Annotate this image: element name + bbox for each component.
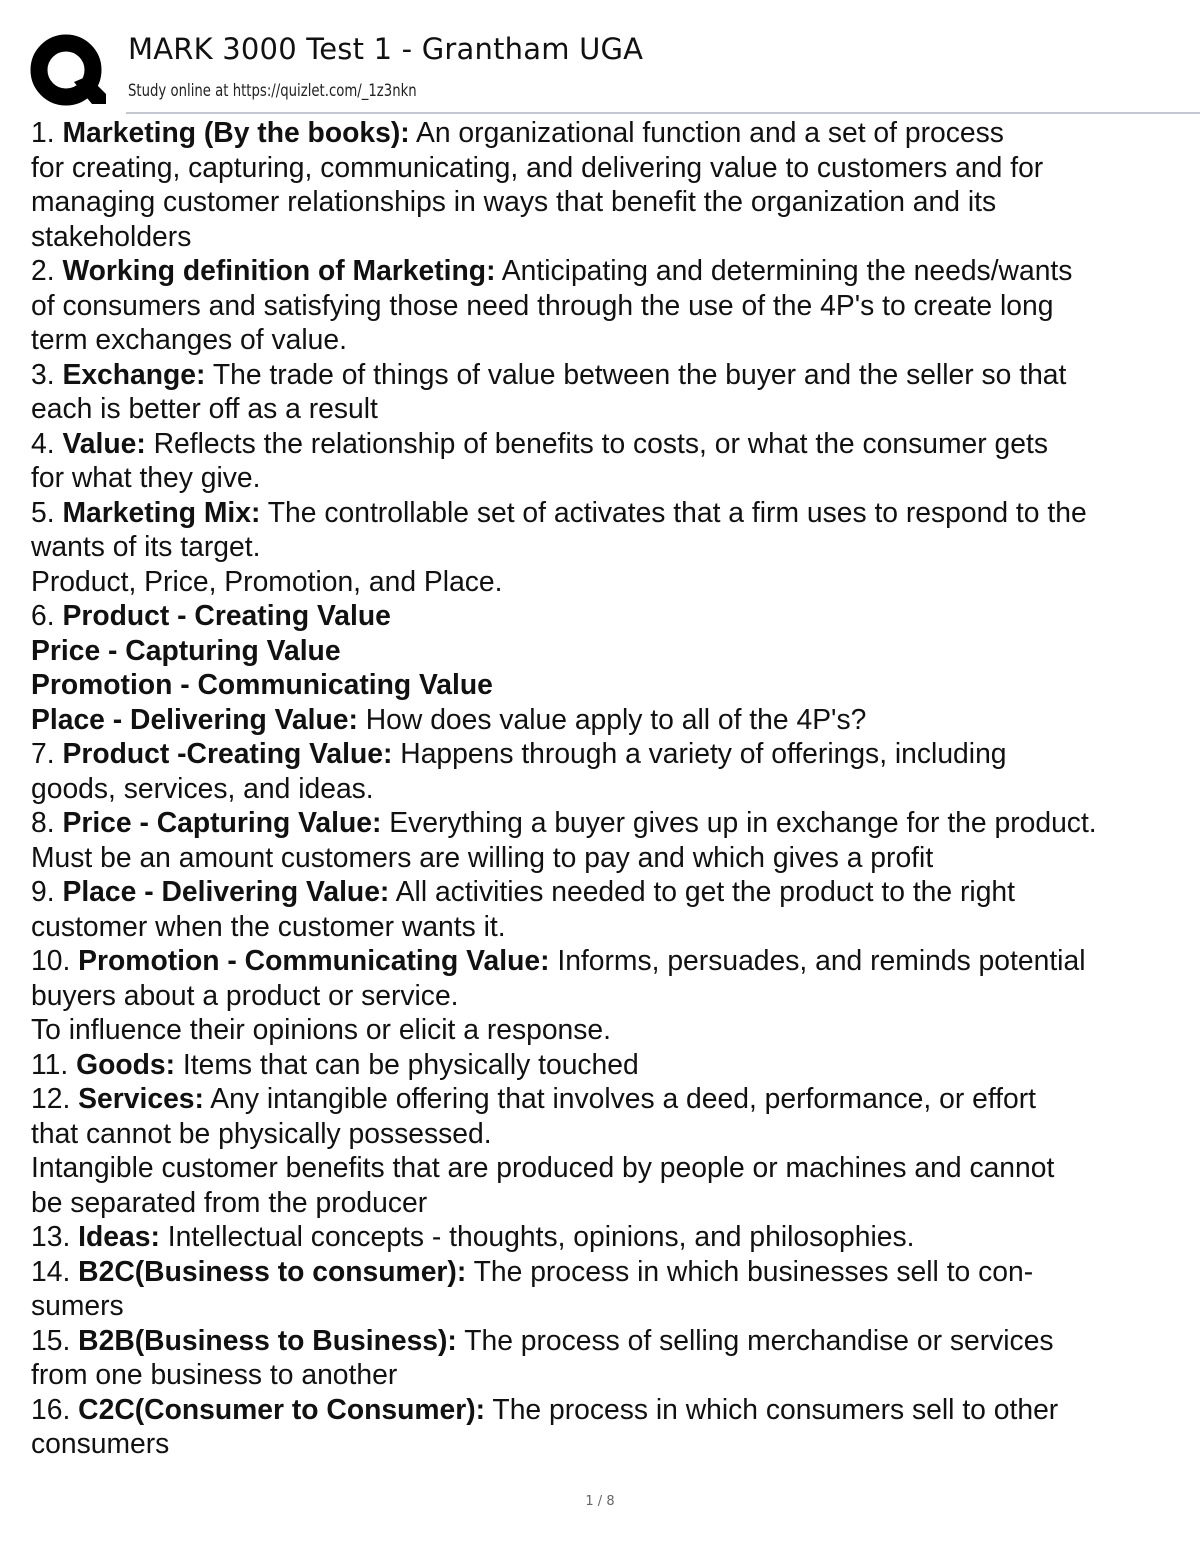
entry-number: 10. bbox=[31, 945, 71, 977]
entry-line bbox=[31, 599, 1172, 634]
page-number: 1 / 8 bbox=[585, 1494, 615, 1509]
entry-line bbox=[31, 1220, 1172, 1255]
entry-term: Promotion - Communicating Value bbox=[31, 669, 493, 701]
entry-number: 4. bbox=[31, 427, 55, 460]
entry-line bbox=[31, 116, 1172, 151]
entry-line bbox=[31, 1082, 1172, 1117]
entry-definition-line: of consumers and satisfying those need through the use of the 4P's to create long bbox=[31, 289, 1054, 322]
entry-number: 15. bbox=[31, 1324, 71, 1357]
term-entry bbox=[31, 1324, 1181, 1393]
entry-line bbox=[31, 427, 1172, 462]
entry-line bbox=[31, 703, 1172, 738]
entry-definition: Items that can be physically touched bbox=[182, 1048, 639, 1081]
entry-definition-line: sumers bbox=[31, 1290, 124, 1322]
entry-definition-line: each is better off as a result bbox=[31, 393, 378, 425]
entry-definition-line: for what they give. bbox=[31, 462, 261, 494]
term-entry bbox=[31, 1255, 1181, 1324]
entry-line bbox=[31, 1324, 1172, 1359]
entry-term: B2C(Business to consumer): bbox=[78, 1255, 467, 1288]
entry-number: 2. bbox=[31, 255, 55, 287]
entry-definition: Any intangible offering that involves a deed, performance, or effort bbox=[210, 1083, 1037, 1115]
entry-term: Goods: bbox=[76, 1048, 176, 1081]
entry-line bbox=[31, 254, 1172, 289]
header bbox=[30, 28, 1172, 114]
entry-definition-line: wants of its target. bbox=[31, 531, 261, 563]
entry-definition: The trade of things of value between the buyer and the seller so that bbox=[212, 358, 1067, 391]
entry-definition: Reflects the relationship of benefits to costs, or what the consumer gets bbox=[153, 427, 1048, 460]
entry-number: 8. bbox=[31, 807, 55, 839]
entry-definition: The process of selling merchandise or services bbox=[464, 1324, 1054, 1357]
entry-term: Marketing (By the books): bbox=[62, 117, 410, 149]
entry-definition: The process in which consumers sell to other bbox=[492, 1393, 1059, 1426]
entry-line bbox=[31, 496, 1172, 531]
entry-definition-line: from one business to another bbox=[31, 1359, 398, 1391]
study-online-link[interactable]: Study online at https://quizlet.com/_1z3nkn bbox=[128, 81, 417, 101]
entry-term: Working definition of Marketing: bbox=[62, 255, 496, 287]
flashcard-list bbox=[31, 116, 1181, 1462]
entry-number: 7. bbox=[31, 738, 55, 770]
term-entry bbox=[31, 1082, 1181, 1220]
entry-term: Services: bbox=[78, 1083, 204, 1115]
term-entry bbox=[31, 116, 1181, 254]
term-entry bbox=[31, 496, 1181, 600]
entry-definition-line: To influence their opinions or elicit a response. bbox=[31, 1014, 612, 1046]
entry-number: 11. bbox=[31, 1048, 69, 1081]
term-entry bbox=[31, 599, 1181, 737]
entry-term: Promotion - Communicating Value: bbox=[78, 945, 550, 977]
entry-definition: Intellectual concepts - thoughts, opinions, and philosophies. bbox=[167, 1221, 915, 1253]
entry-definition-line: buyers about a product or service. bbox=[31, 979, 459, 1012]
term-entry bbox=[31, 254, 1181, 358]
term-entry bbox=[31, 806, 1181, 875]
entry-definition-line: consumers bbox=[31, 1428, 170, 1460]
entry-number: 14. bbox=[31, 1255, 71, 1288]
entry-definition-line: be separated from the producer bbox=[31, 1186, 428, 1219]
document-title: MARK 3000 Test 1 - Grantham UGA bbox=[128, 32, 644, 66]
entry-definition-line: managing customer relationships in ways that benefit the organization and its bbox=[31, 186, 997, 218]
entry-term: B2B(Business to Business): bbox=[78, 1324, 457, 1357]
entry-definition-line: customer when the customer wants it. bbox=[31, 910, 506, 943]
entry-term: Price - Capturing Value bbox=[31, 634, 341, 667]
entry-term: Product -Creating Value: bbox=[62, 738, 393, 770]
entry-line bbox=[31, 1393, 1172, 1428]
entry-term: Price - Capturing Value: bbox=[62, 807, 382, 839]
entry-number: 5. bbox=[31, 496, 55, 529]
entry-definition-line: term exchanges of value. bbox=[31, 324, 347, 356]
entry-term: Marketing Mix: bbox=[62, 496, 261, 529]
term-entry bbox=[31, 944, 1181, 1048]
entry-definition: Happens through a variety of offerings, including bbox=[400, 738, 1007, 770]
entry-definition-line: Product, Price, Promotion, and Place. bbox=[31, 565, 503, 598]
entry-number: 16. bbox=[31, 1393, 71, 1426]
entry-line bbox=[31, 737, 1172, 772]
entry-term: Place - Delivering Value: bbox=[62, 876, 390, 908]
entry-line bbox=[31, 1048, 1172, 1083]
entry-definition: All activities needed to get the product to the right bbox=[395, 876, 1016, 908]
term-entry bbox=[31, 1048, 1181, 1083]
entry-term: Product - Creating Value bbox=[62, 600, 391, 632]
entry-definition: The process in which businesses sell to con- bbox=[473, 1255, 1034, 1288]
entry-line bbox=[31, 944, 1172, 979]
entry-number: 9. bbox=[31, 876, 55, 908]
term-entry bbox=[31, 875, 1181, 944]
entry-line bbox=[31, 668, 1172, 703]
entry-term: Exchange: bbox=[62, 358, 206, 391]
entry-definition-line: for creating, capturing, communicating, and delivering value to customers and for bbox=[31, 151, 1044, 184]
header-divider bbox=[126, 112, 1200, 114]
term-entry bbox=[31, 1393, 1181, 1462]
term-entry bbox=[31, 1220, 1181, 1255]
entry-line bbox=[31, 806, 1172, 841]
term-entry bbox=[31, 358, 1181, 427]
entry-definition-line: stakeholders bbox=[31, 220, 192, 253]
entry-number: 12. bbox=[31, 1083, 71, 1115]
entry-line bbox=[31, 358, 1172, 393]
entry-number: 1. bbox=[31, 117, 55, 149]
entry-definition-line: goods, services, and ideas. bbox=[31, 772, 374, 805]
entry-term: Value: bbox=[62, 427, 146, 460]
entry-number: 13. bbox=[31, 1221, 71, 1253]
entry-definition: Everything a buyer gives up in exchange for the product. bbox=[389, 807, 1097, 839]
entry-number: 6. bbox=[31, 600, 55, 632]
entry-definition: How does value apply to all of the 4P's? bbox=[365, 703, 867, 736]
entry-line bbox=[31, 1255, 1172, 1290]
entry-definition-line: Intangible customer benefits that are produced by people or machines and cannot bbox=[31, 1152, 1055, 1184]
term-entry bbox=[31, 737, 1181, 806]
quizlet-logo-icon bbox=[30, 32, 106, 108]
entry-line bbox=[31, 875, 1172, 910]
entry-definition: The controllable set of activates that a firm uses to respond to the bbox=[267, 496, 1087, 529]
entry-definition: Anticipating and determining the needs/wants bbox=[501, 255, 1073, 287]
entry-definition-line: that cannot be physically possessed. bbox=[31, 1117, 492, 1150]
entry-line bbox=[31, 634, 1172, 669]
entry-term: Place - Delivering Value: bbox=[31, 703, 358, 736]
entry-number: 3. bbox=[31, 358, 55, 391]
entry-term: C2C(Consumer to Consumer): bbox=[78, 1393, 486, 1426]
entry-definition: An organizational function and a set of process bbox=[415, 117, 1004, 149]
term-entry bbox=[31, 427, 1181, 496]
entry-definition-line: Must be an amount customers are willing to pay and which gives a profit bbox=[31, 841, 934, 874]
entry-term: Ideas: bbox=[78, 1221, 160, 1253]
entry-definition: Informs, persuades, and reminds potential bbox=[557, 945, 1086, 977]
